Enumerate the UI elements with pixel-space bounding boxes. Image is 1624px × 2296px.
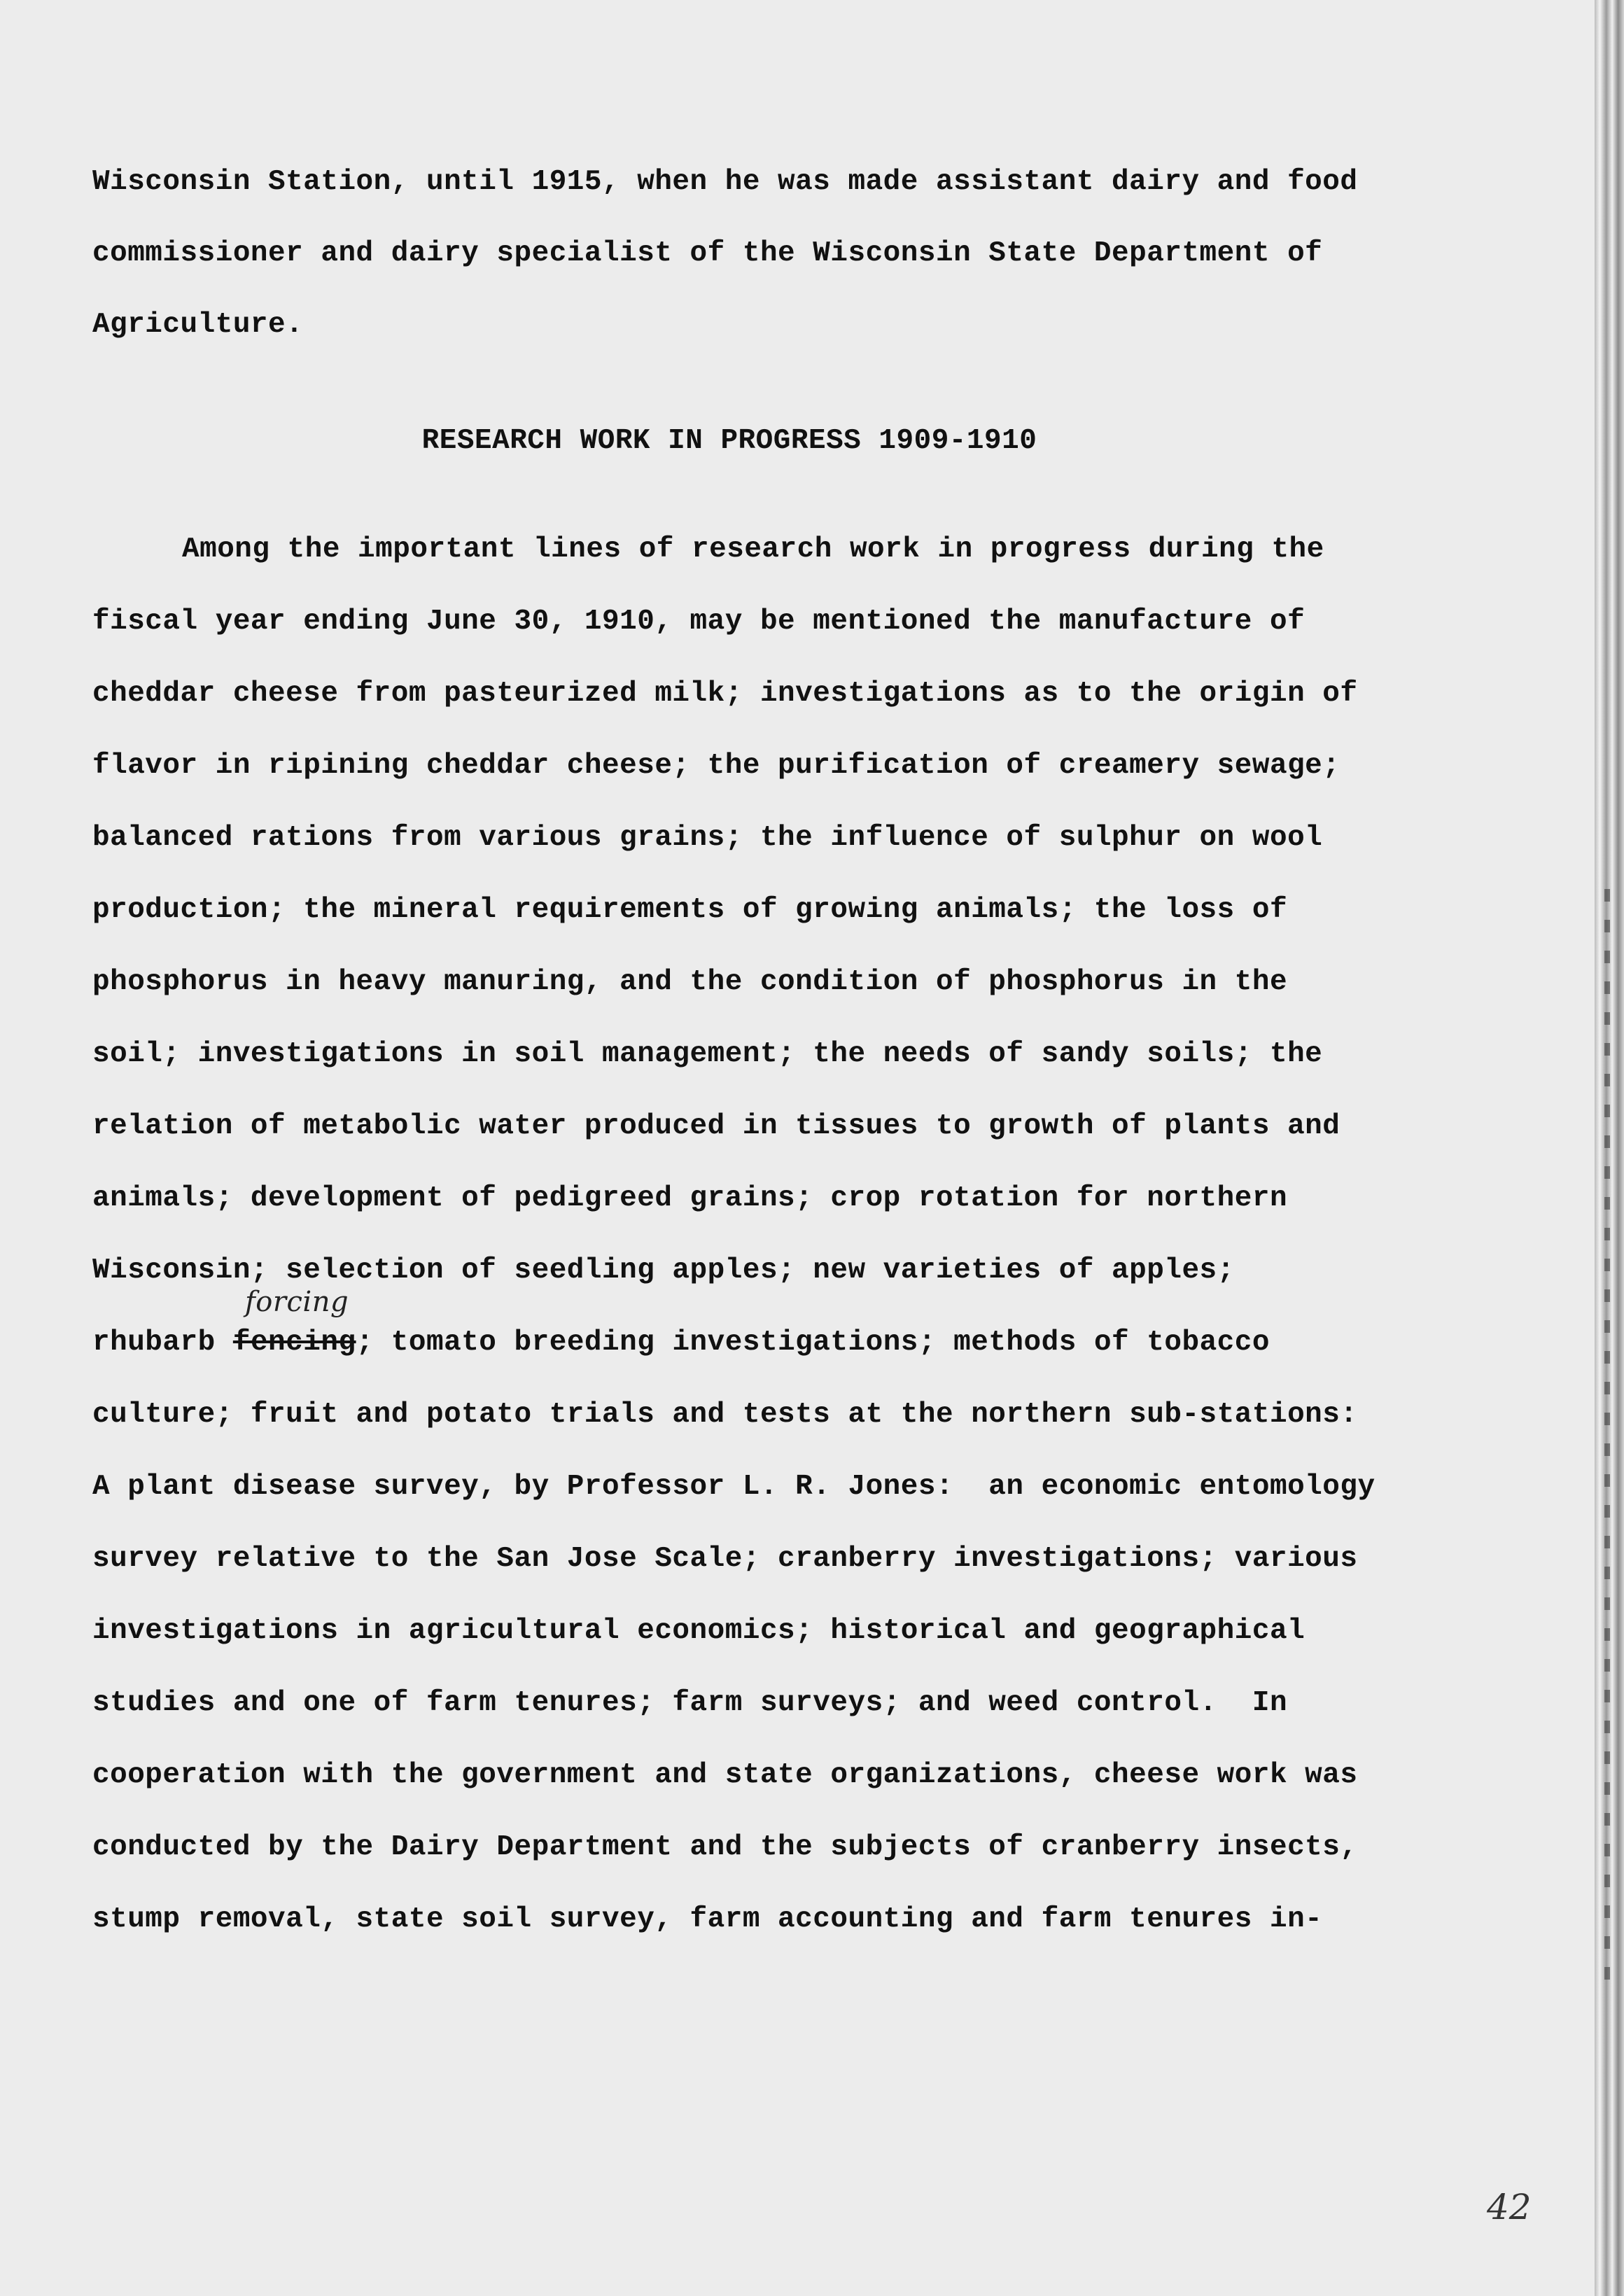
text-line: soil; investigations in soil management; the needs of sandy soils; the [92,1038,1323,1070]
text-line: investigations in agricultural economics; historical and geographical [92,1615,1306,1647]
text-line: stump removal, state soil survey, farm accounting and farm tenures in- [92,1903,1323,1935]
text-line: fiscal year ending June 30, 1910, may be mentioned the manufacture of [92,606,1306,638]
text-line: Among the important lines of research work in progress during the [182,533,1324,566]
text-line: animals; development of pedigreed grains; crop rotation for northern [92,1182,1288,1214]
handwritten-correction: forcing [245,1286,349,1318]
text-line: commissioner and dairy specialist of the Wisconsin State Department of [92,237,1323,270]
text-line: balanced rations from various grains; the influence of sulphur on wool [92,822,1323,854]
struck-word: fencing [232,1326,356,1359]
text-line: Agriculture. [92,309,304,341]
text-line: Wisconsin Station, until 1915, when he was made assistant dairy and food [92,166,1358,198]
text-line: A plant disease survey, by Professor L. R. Jones: an economic entomology [92,1471,1376,1503]
text-line: relation of metabolic water produced in tissues to growth of plants and [92,1110,1340,1142]
rhubarb-text: rhubarb [92,1326,233,1359]
text-line: conducted by the Dairy Department and the subjects of cranberry insects, [92,1831,1358,1863]
text-line: survey relative to the San Jose Scale; cranberry investigations; various [92,1543,1358,1575]
page-edge-shadow [1595,0,1624,2296]
section-heading: RESEARCH WORK IN PROGRESS 1909-1910 [421,425,1037,457]
text-line-with-correction [92,1326,1270,1359]
edge-marks [1604,889,1610,1988]
text-line: flavor in ripining cheddar cheese; the purification of creamery sewage; [92,750,1340,782]
text-line: phosphorus in heavy manuring, and the condition of phosphorus in the [92,966,1288,998]
text-line: cooperation with the government and state organizations, cheese work was [92,1759,1358,1791]
text-line: production; the mineral requirements of growing animals; the loss of [92,894,1288,926]
text-line: cheddar cheese from pasteurized milk; investigations as to the origin of [92,678,1358,710]
text-line: culture; fruit and potato trials and tests at the northern sub-stations: [92,1399,1358,1431]
text-line: studies and one of farm tenures; farm surveys; and weed control. In [92,1687,1288,1719]
page-number: 42 [1487,2187,1532,2227]
rhubarb-line-rest: ; tomato breeding investigations; methods of tobacco [356,1326,1270,1359]
text-line: Wisconsin; selection of seedling apples; new varieties of apples; [92,1254,1235,1287]
